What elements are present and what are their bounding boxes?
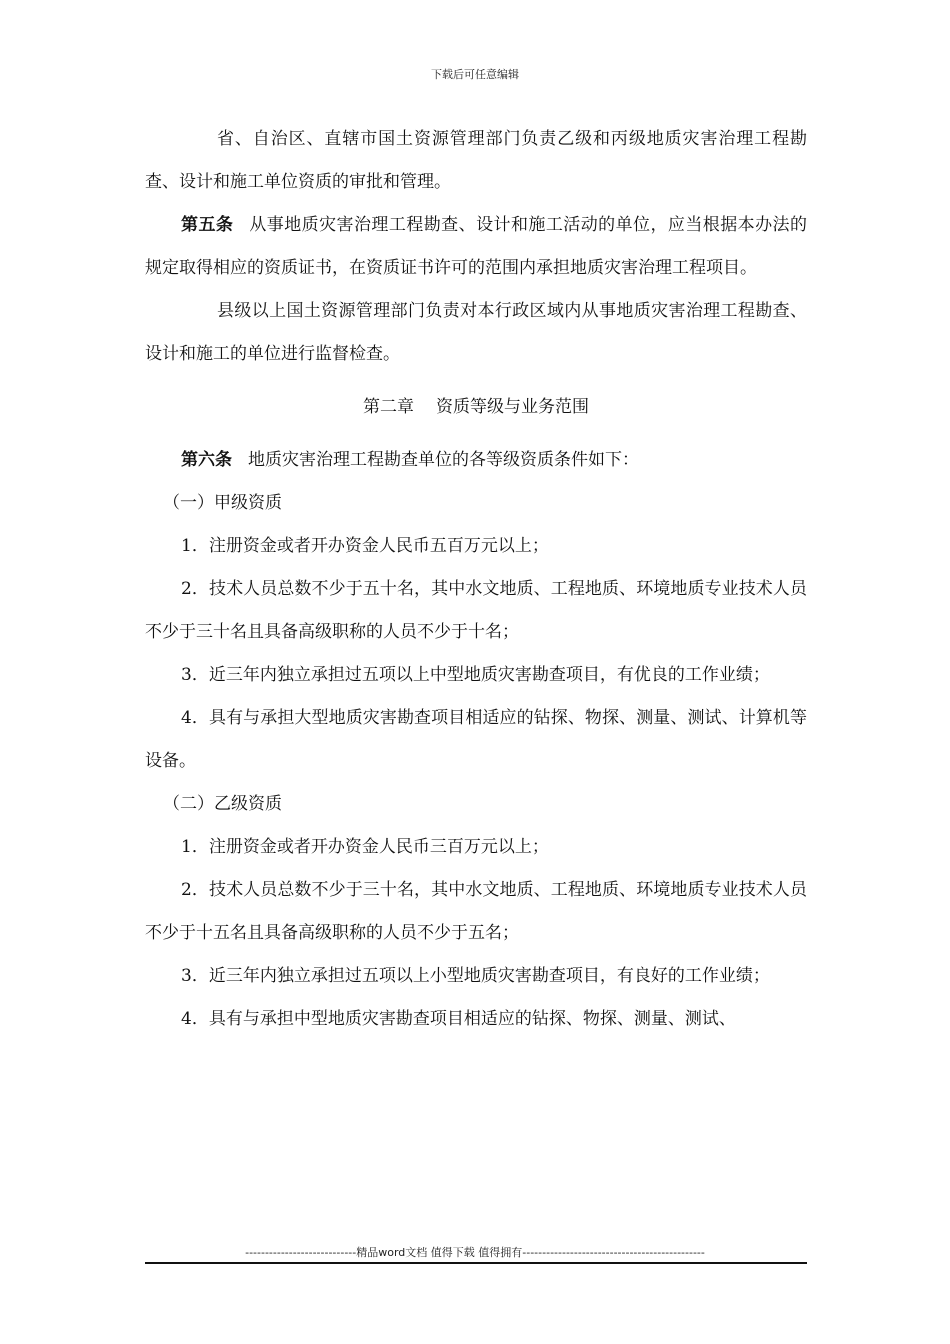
grade-b-item-2: 2．技术人员总数不少于三十名，其中水文地质、工程地质、环境地质专业技术人员不少于十五名且具备高级职称的人员不少于五名； [145, 880, 807, 943]
grade-a-item-1: 1．注册资金或者开办资金人民币五百万元以上； [181, 536, 549, 556]
paragraph-county-supervision: 县级以上国土资源管理部门负责对本行政区域内从事地质灾害治理工程勘查、设计和施工的单位进行监督检查。 [145, 301, 807, 364]
article-5-label: 第五条 [181, 215, 234, 235]
footer-note: ----------------------------精品word文档 值得下载 值得拥有---------------------------------------------- [245, 1246, 705, 1259]
article-5-text: 从事地质灾害治理工程勘查、设计和施工活动的单位，应当根据本办法的规定取得相应的资质证书，在资质证书许可的范围内承担地质灾害治理工程项目。 [145, 215, 808, 278]
article-6 [145, 439, 807, 482]
grade-b-item-3: 3．近三年内独立承担过五项以上小型地质灾害勘查项目，有良好的工作业绩； [181, 966, 770, 986]
article-6-label: 第六条 [181, 450, 232, 470]
chapter-title: 资质等级与业务范围 [436, 397, 589, 417]
article-5 [145, 204, 807, 290]
grade-a-item-2: 2．技术人员总数不少于五十名，其中水文地质、工程地质、环境地质专业技术人员不少于三十名且具备高级职称的人员不少于十名； [145, 579, 807, 642]
document-body [145, 118, 807, 1041]
grade-a-heading: （一）甲级资质 [163, 493, 282, 513]
article-6-text: 地质灾害治理工程勘查单位的各等级资质条件如下： [248, 450, 639, 470]
grade-b-item-4: 4．具有与承担中型地质灾害勘查项目相适应的钻探、物探、测量、测试、 [181, 1009, 736, 1029]
paragraph-provincial-authority: 省、自治区、直辖市国土资源管理部门负责乙级和丙级地质灾害治理工程勘查、设计和施工单位资质的审批和管理。 [145, 129, 807, 192]
chapter-number: 第二章 [363, 397, 414, 417]
footer-divider [145, 1262, 807, 1264]
grade-b-item-1: 1．注册资金或者开办资金人民币三百万元以上； [181, 837, 549, 857]
grade-a-item-3: 3．近三年内独立承担过五项以上中型地质灾害勘查项目，有优良的工作业绩； [181, 665, 770, 685]
chapter-heading [145, 386, 807, 429]
header-note: 下载后可任意编辑 [431, 68, 519, 81]
grade-b-heading: （二）乙级资质 [163, 794, 282, 814]
grade-a-item-4: 4．具有与承担大型地质灾害勘查项目相适应的钻探、物探、测量、测试、计算机等设备。 [145, 708, 807, 771]
